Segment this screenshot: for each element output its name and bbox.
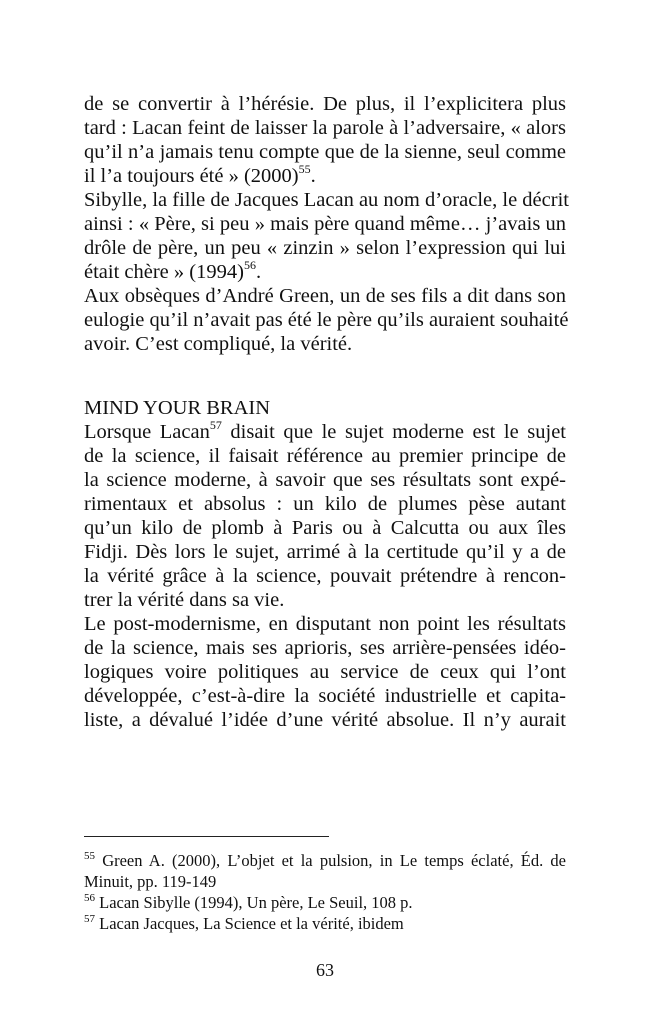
text-line: rimentaux et absolus : un kilo de plumes pèse autant — [84, 493, 566, 515]
text-line: Aux obsèques d’André Green, un de ses fils a dit dans son — [84, 285, 566, 307]
text-line: Sibylle, la fille de Jacques Lacan au nom d’oracle, le décrit — [84, 189, 569, 211]
text-fragment: . — [255, 261, 262, 283]
text-fragment: était chère » (1994) — [84, 261, 244, 283]
text-line: de la science, il faisait référence au premier principe de — [84, 445, 566, 467]
page-number: 63 — [316, 960, 334, 980]
text-line: la vérité grâce à la science, pouvait prétendre à rencon- — [84, 565, 566, 587]
section-mind-your-brain — [84, 396, 566, 732]
text-fragment: il l’a toujours été » (2000) — [84, 165, 299, 187]
text-line: qu’un kilo de plomb à Paris ou à Calcutta ou aux îles — [84, 517, 566, 539]
footnote-text: Lacan Jacques, La Science et la vérité, ibidem — [99, 914, 404, 933]
text-line: de la science, mais ses aprioris, ses arrière-pensées idéo- — [84, 637, 566, 659]
text-line — [84, 420, 566, 444]
text-line: développée, c’est-à-dire la société industrielle et capita- — [84, 685, 566, 707]
text-line: Fidji. Dès lors le sujet, arrimé à la certitude qu’il y a de — [84, 541, 566, 563]
footnote-ref-57[interactable]: 57 — [209, 418, 222, 432]
text-line: la science moderne, à savoir que ses résultats sont expé- — [84, 469, 566, 491]
text-line: eulogie qu’il n’avait pas été le père qu’ils auraient souhaité — [84, 309, 569, 331]
text-line: drôle de père, un peu « zinzin » selon l’expression qui lui — [84, 237, 566, 259]
footnote-ref-55[interactable]: 55 — [298, 162, 311, 176]
text-line — [84, 164, 566, 188]
footnote-ref-56[interactable]: 56 — [243, 258, 256, 272]
text-line: logiques voire politiques au service de ceux qui l’ont — [84, 661, 566, 683]
footnote-number: 56 — [84, 892, 95, 904]
footnote-number: 55 — [84, 850, 95, 862]
text-line: avoir. C’est compliqué, la vérité. — [84, 333, 353, 355]
footnotes — [84, 850, 566, 934]
text-fragment: . — [310, 165, 316, 187]
footnote-57 — [84, 913, 566, 934]
text-line: de se convertir à l’hérésie. De plus, il l’explicitera plus — [84, 93, 566, 115]
text-fragment: Lorsque Lacan — [84, 421, 210, 443]
footnote-55 — [84, 850, 566, 871]
text-line: Le post-modernisme, en disputant non point les résultats — [84, 613, 566, 635]
footnote-text: Green A. (2000), L’objet et la pulsion, in Le temps éclaté, Éd. de — [102, 851, 566, 870]
footnote-text: Lacan Sibylle (1994), Un père, Le Seuil, 108 p. — [99, 893, 413, 912]
footnote-56 — [84, 892, 566, 913]
text-line: trer la vérité dans sa vie. — [84, 589, 285, 611]
text-line: liste, a dévalué l’idée d’une vérité absolue. Il n’y aurait — [84, 709, 566, 731]
body-text-top — [84, 92, 569, 356]
text-line — [84, 260, 566, 284]
text-line: ainsi : « Père, si peu » mais père quand même… j’avais un — [84, 213, 566, 235]
text-line: qu’il n’a jamais tenu compte que de la sienne, seul comme — [84, 141, 566, 163]
section-heading: MIND YOUR BRAIN — [84, 397, 271, 419]
text-fragment: disait que le sujet moderne est le sujet — [221, 421, 566, 443]
footnote-separator — [84, 836, 329, 837]
footnote-number: 57 — [84, 913, 95, 925]
text-line: tard : Lacan feint de laisser la parole à l’adversaire, « alors — [84, 117, 566, 139]
footnote-55-continued: Minuit, pp. 119-149 — [84, 872, 217, 891]
